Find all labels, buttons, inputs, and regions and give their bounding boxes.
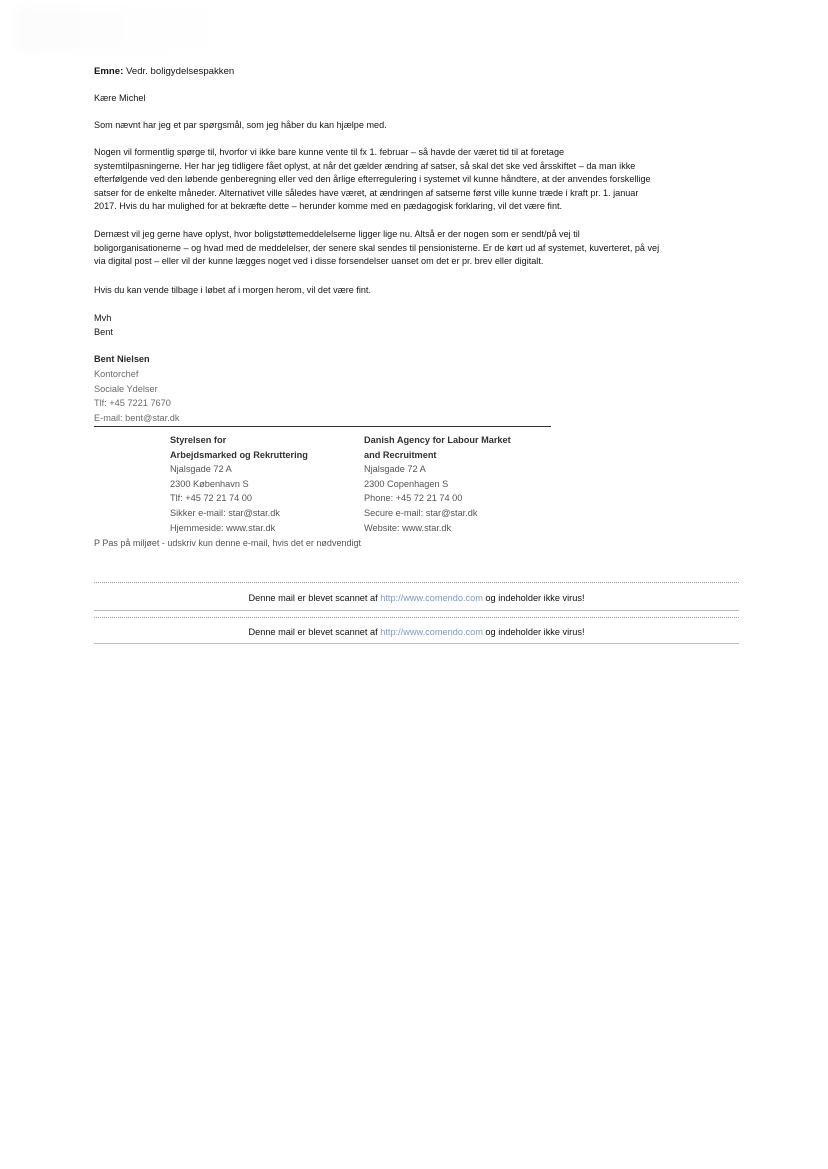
scan-notice-link[interactable]: http://www.comendo.com [380, 593, 483, 603]
scan-artifact [14, 6, 274, 54]
paragraph-line: Dernæst vil jeg gerne have oplyst, hvor boligstøttemeddelelserne ligger lige nu. Altså er der nogen som er sendt/på vej til [94, 229, 580, 239]
agency-en-street: Njalsgade 72 A [364, 464, 426, 475]
agency-en-secure-email[interactable]: Secure e-mail: star@star.dk [364, 507, 478, 518]
paragraph-line: boligorganisationerne – og hvad med de meddelelser, der senere skal sendes til pensionisterne. Er de kørt ud af systemet, kuverteret, på vej [94, 242, 660, 253]
scan-divider-top [94, 582, 739, 583]
closing: Mvh [94, 313, 112, 323]
greeting: Kære Michel [94, 93, 146, 103]
paragraph-line: efterfølgende ved den løbende genberegning eller ved den årlige efterregulering i systemet vil kunne håndtere, at der anvendes forskellige [94, 174, 651, 185]
agency-english-column [364, 433, 511, 535]
paragraph-line: 2017. Hvis du har mulighed for at bekræfte dette – herunder komme med en pædagogisk forklaring, vil det være fint. [94, 201, 563, 212]
paragraph-4 [94, 284, 754, 298]
signature-divider [94, 426, 551, 427]
agency-en-phone: Phone: +45 72 21 74 00 [364, 493, 463, 504]
agency-da-website[interactable]: Hjemmeside: www.star.dk [170, 522, 276, 533]
scan-notice-suffix: og indeholder ikke virus! [482, 593, 585, 603]
paragraph-line: via digital post – eller vil der kunne lægges noget ved i disse forsendelser uanset om det er pr. brev eller digitalt. [94, 256, 544, 267]
paragraph-3 [94, 228, 754, 269]
scan-notice-suffix: og indeholder ikke virus! [482, 627, 585, 637]
scan-divider [94, 617, 739, 618]
signature-department: Sociale Ydelser [94, 383, 158, 394]
agency-danish-column [170, 433, 308, 535]
subject-line [94, 65, 234, 79]
paragraph-1 [94, 119, 754, 133]
agency-en-city: 2300 Copenhagen S [364, 478, 449, 489]
subject-text: Vedr. boligydelsespakken [126, 66, 235, 77]
agency-da-name-line2: Arbejdsmarked og Rekruttering [170, 449, 308, 460]
signature-title: Kontorchef [94, 368, 139, 379]
agency-da-name-line1: Styrelsen for [170, 435, 227, 445]
scan-divider-bottom [94, 643, 739, 644]
paragraph-2 [94, 146, 754, 214]
scan-notice-link[interactable]: http://www.comendo.com [380, 627, 483, 637]
environment-note: P Pas på miljøet - udskriv kun denne e-mail, hvis det er nødvendigt [94, 538, 361, 548]
signature-phone: Tlf: +45 7221 7670 [94, 398, 171, 409]
agency-da-secure-email[interactable]: Sikker e-mail: star@star.dk [170, 507, 280, 518]
paragraph-line: systemtilpasningerne. Her har jeg tidligere fået oplyst, at når det gælder ændring af satser, så skal det ske ved årsskiftet – da man ikke [94, 160, 636, 171]
signature-email[interactable]: E-mail: bent@star.dk [94, 413, 180, 424]
paragraph-line: Som nævnt har jeg et par spørgsmål, som jeg håber du kan hjælpe med. [94, 120, 387, 130]
scan-notice [94, 627, 739, 637]
agency-da-street: Njalsgade 72 A [170, 464, 232, 475]
scan-notice-prefix: Denne mail er blevet scannet af [248, 593, 381, 603]
agency-da-phone: Tlf: +45 72 21 74 00 [170, 493, 252, 504]
agency-en-website[interactable]: Website: www.star.dk [364, 522, 452, 533]
scan-notice [94, 593, 739, 603]
paragraph-line: Nogen vil formentlig spørge til, hvorfor vi ikke bare kunne vente til fx 1. februar – så havde der været tid til at foretage [94, 147, 565, 157]
sender-short-name: Bent [94, 327, 113, 337]
scan-divider [94, 610, 739, 611]
agency-en-name-line2: and Recruitment [364, 449, 437, 460]
paragraph-line: Hvis du kan vende tilbage i løbet af i morgen herom, vil det være fint. [94, 285, 371, 295]
agency-da-city: 2300 København S [170, 478, 249, 489]
subject-label: Emne: [94, 66, 124, 77]
signature-block [94, 352, 179, 426]
paragraph-line: satser for de enkelte måneder. Alternativet ville således have været, at ændringen af satserne først ville kunne træde i kraft pr. 1. januar [94, 187, 639, 198]
scan-notice-prefix: Denne mail er blevet scannet af [248, 627, 381, 637]
signature-name: Bent Nielsen [94, 354, 150, 364]
agency-en-name-line1: Danish Agency for Labour Market [364, 435, 511, 445]
